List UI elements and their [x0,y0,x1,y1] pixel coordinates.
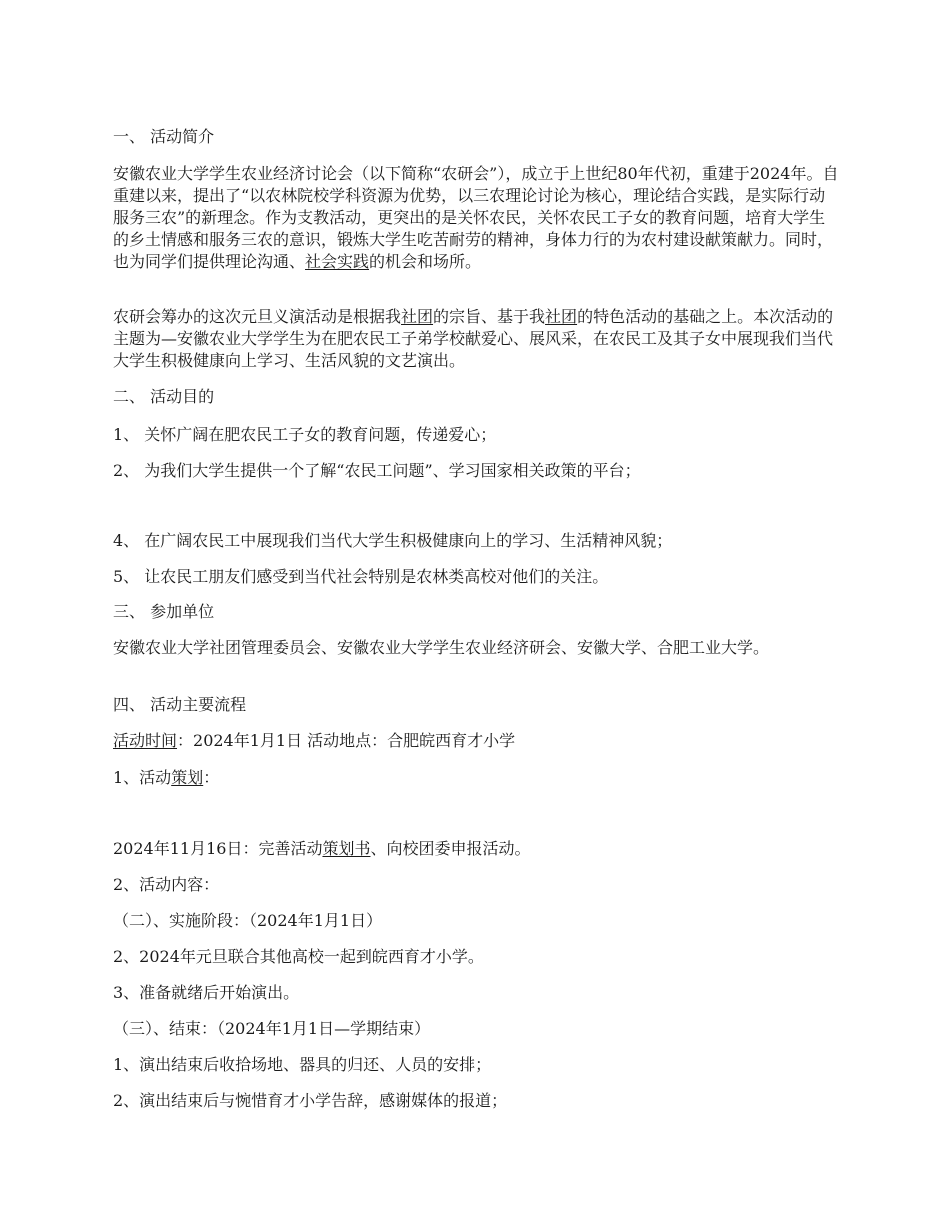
ending-step-2: 2、演出结束后与惋惜育才小学告辞，感谢媒体的报道； [113,1091,508,1110]
planning-date-suffix: 、向校团委申报活动。 [370,839,531,858]
planning-suffix: ： [203,768,220,787]
planning-date-prefix: 2024年11月16日：完善活动 [113,839,323,858]
ending-stage: （三）、结束：（2024年1月1日—学期结束） [113,1019,431,1038]
ending-step-1: 1、演出结束后收拾场地、器具的归还、人员的安排； [113,1055,492,1074]
activity-content: 2、活动内容： [113,875,220,894]
implementation-step-2: 2、2024年元旦联合其他高校一起到皖西育才小学。 [113,947,484,966]
section-2-heading: 二、 活动目的 [113,387,215,406]
activity-time-text: ：2024年1月1日 活动地点：合肥皖西育才小学 [177,731,516,750]
planning-line [113,767,841,789]
intro-p2-mid: 的宗旨、基于我 [433,307,546,326]
planning-link[interactable]: 策划 [171,768,204,787]
section-4-heading: 四、 活动主要流程 [113,695,247,714]
implementation-stage: （二）、实施阶段：（2024年1月1日） [113,911,383,930]
plan-document-link[interactable]: 策划书 [322,839,371,858]
intro-p1-text: 安徽农业大学学生农业经济讨论会（以下简称“农研会”），成立于上世纪80年代初，重建于2024年。自重建以来，提出了“以农林院校学科资源为优势，以三农理论讨论为核心，理论结合实践，是实际行动服务三农”的新理念。作为支教活动，更突出的是关怀农民，关怀农民工子女的教育问题，培育大学生的乡土情感和服务三农的意识，锻炼大学生吃苦耐劳的精神，身体力行的为农村建设献策献力。同时，也为同学们提供理论沟通、 [113,164,839,271]
club-link-1[interactable]: 社团 [401,307,434,326]
planning-date-line [113,838,841,860]
club-link-2[interactable]: 社团 [545,307,578,326]
activity-time-link[interactable]: 活动时间 [113,731,178,750]
social-practice-link[interactable]: 社会实践 [305,252,370,271]
goal-item-4: 4、 在广阔农民工中展现我们当代大学生积极健康向上的学习、生活精神风貌； [113,531,673,550]
participants-text: 安徽农业大学社团管理委员会、安徽农业大学学生农业经济研会、安徽大学、合肥工业大学。 [113,638,770,657]
section-3-heading: 三、 参加单位 [113,602,215,621]
intro-p2-text: 农研会筹办的这次元旦义演活动是根据我 [113,307,402,326]
intro-paragraph-1 [113,163,841,273]
intro-p2-tail: 的特色活动的基础之上。本次活动的主题为—安徽农业大学学生为在肥农民工子弟学校献爱心、展风采，在农民工及其子女中展现我们当代大学生积极健康向上学习、生活风貌的文艺演出。 [113,307,834,370]
implementation-step-3: 3、准备就绪后开始演出。 [113,983,300,1002]
intro-p1-tail: 的机会和场所。 [369,252,482,271]
section-1-heading: 一、 活动简介 [113,127,215,146]
goal-item-5: 5、 让农民工朋友们感受到当代社会特别是农林类高校对他们的关注。 [113,567,609,586]
goal-item-2: 2、 为我们大学生提供一个了解“农民工问题”、学习国家相关政策的平台； [113,461,641,480]
intro-paragraph-2 [113,306,841,372]
planning-prefix: 1、活动 [113,768,172,787]
goal-item-1: 1、 关怀广阔在肥农民工子女的教育问题，传递爱心； [113,425,497,444]
activity-time-line [113,730,841,752]
